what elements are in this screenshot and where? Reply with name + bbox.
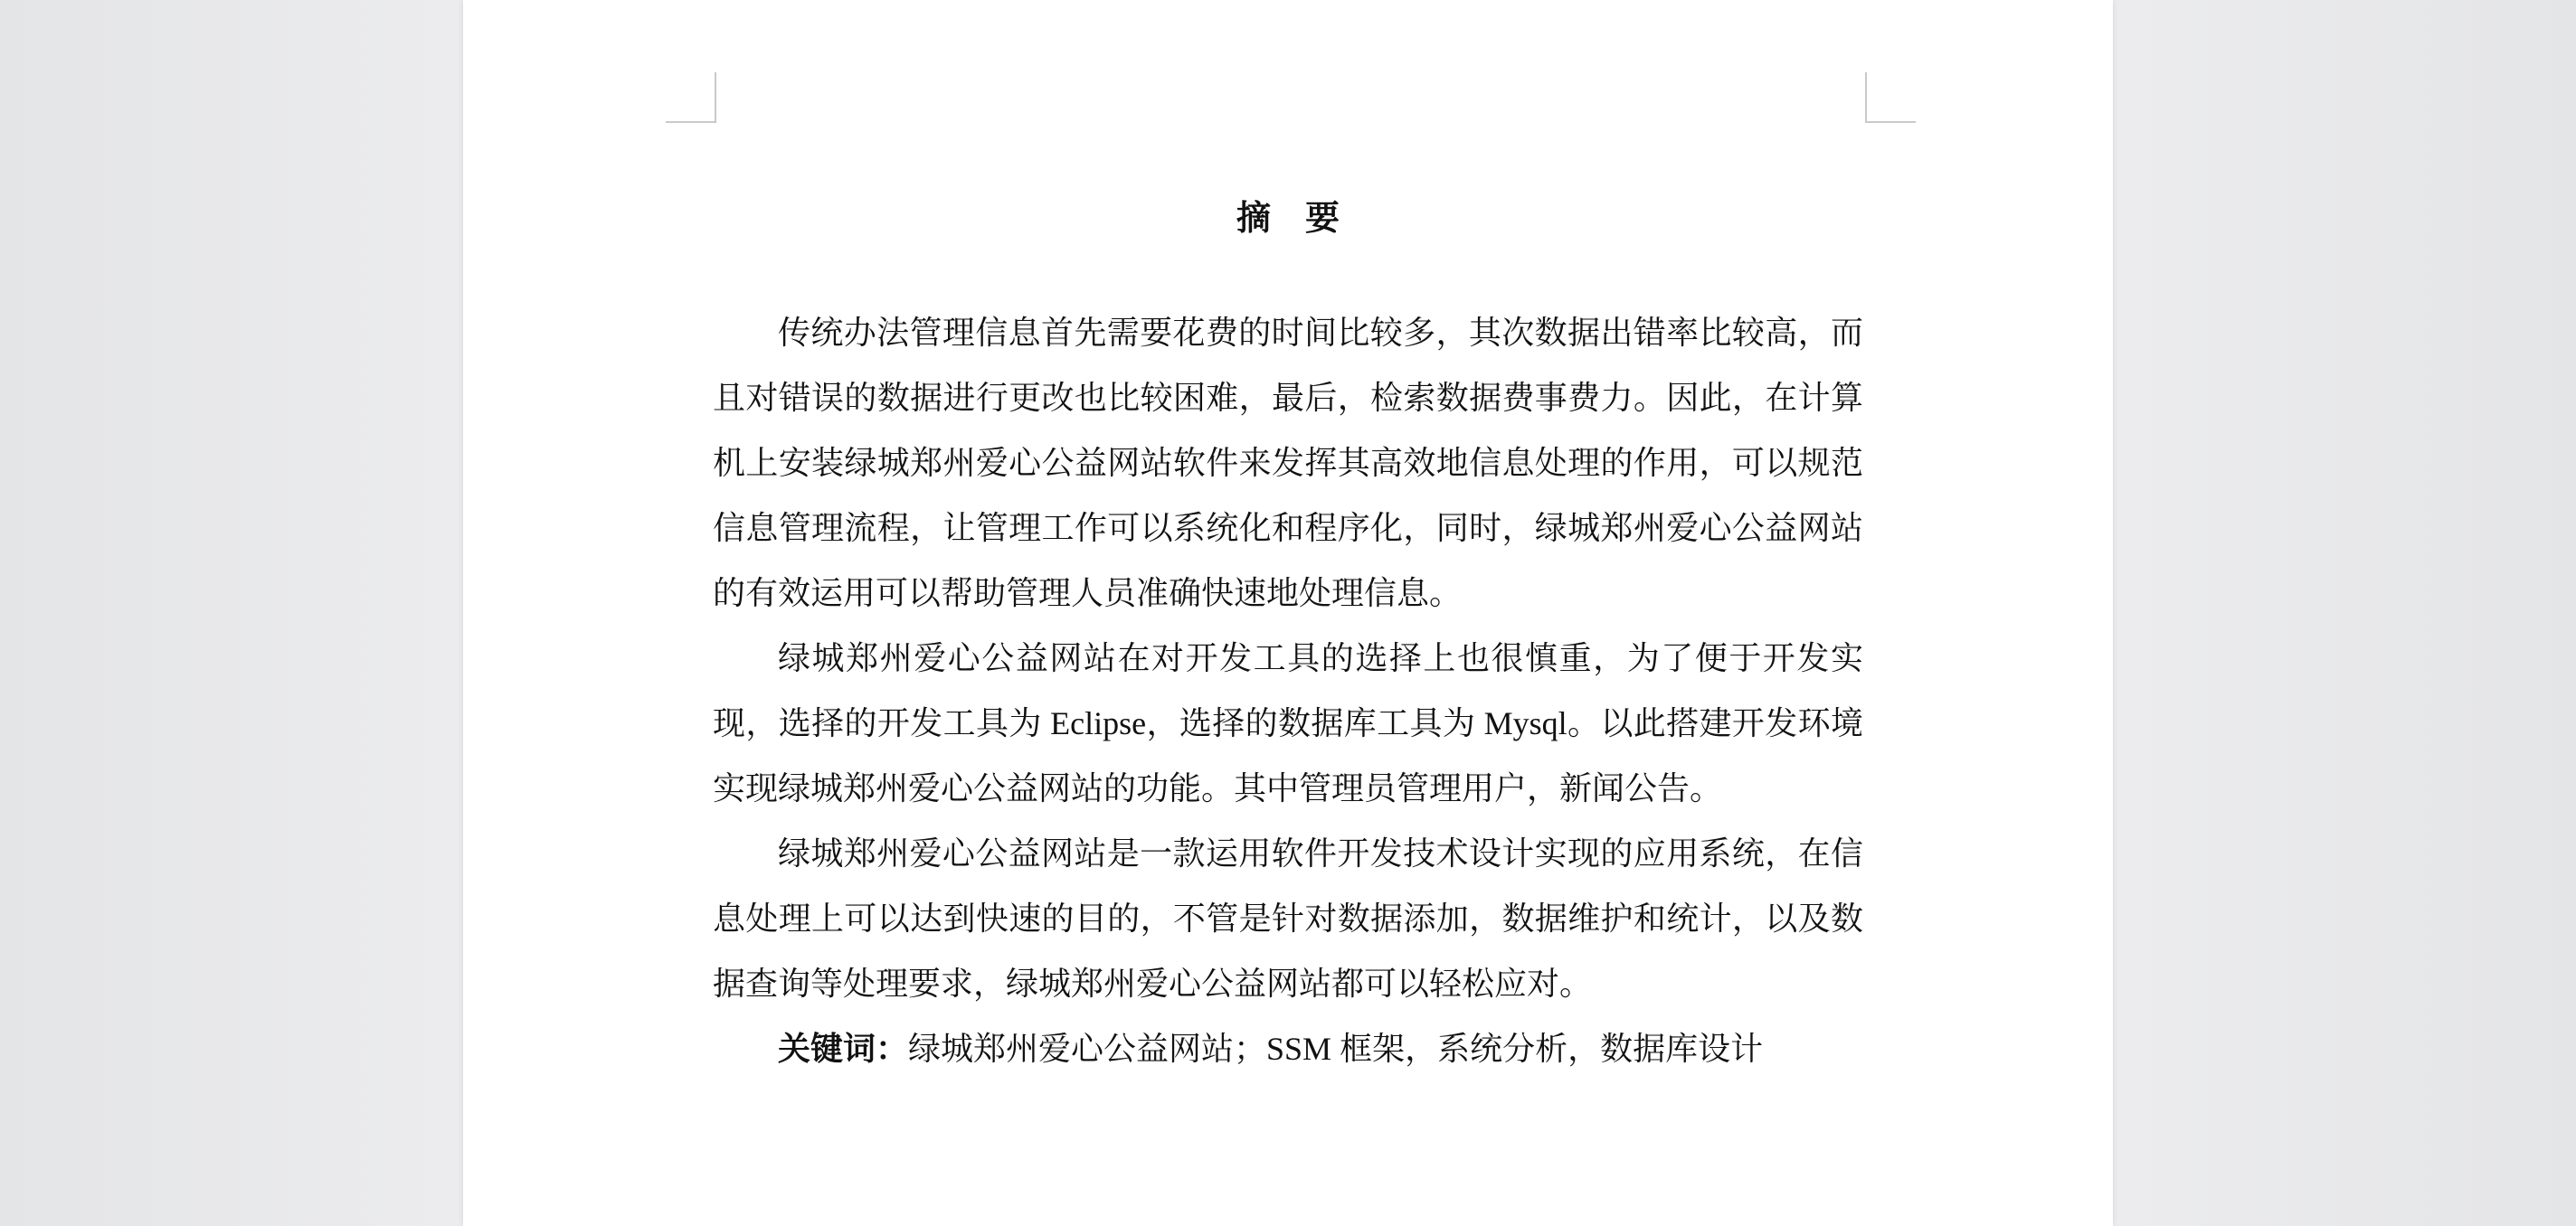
abstract-title: [713, 190, 1863, 240]
margin-corner-mark-top-left: [666, 72, 716, 123]
margin-corner-mark-top-right: [1865, 72, 1916, 123]
abstract-body[interactable]: [713, 300, 1863, 1081]
keywords-label: 关键词：: [778, 1031, 909, 1067]
abstract-paragraph-2[interactable]: 绿城郑州爱心公益网站在对开发工具的选择上也很慎重，为了便于开发实现，选择的开发工具为 Eclipse，选择的数据库工具为 Mysql。以此搭建开发环境实现绿城郑州爱心公益网站的功能。其中管理员管理用户，新闻公告。: [713, 640, 1863, 806]
abstract-title-char-2: 要: [1305, 197, 1340, 238]
abstract-paragraph-1[interactable]: 传统办法管理信息首先需要花费的时间比较多，其次数据出错率比较高，而且对错误的数据进行更改也比较困难，最后，检索数据费事费力。因此，在计算机上安装绿城郑州爱心公益网站软件来发挥其高效地信息处理的作用，可以规范信息管理流程，让管理工作可以系统化和程序化，同时，绿城郑州爱心公益网站的有效运用可以帮助管理人员准确快速地处理信息。: [713, 315, 1863, 611]
abstract-title-char-1: 摘: [1236, 197, 1271, 238]
document-page[interactable]: [463, 0, 2113, 1226]
keywords-line[interactable]: [713, 1016, 1863, 1081]
abstract-paragraph-3[interactable]: 绿城郑州爱心公益网站是一款运用软件开发技术设计实现的应用系统，在信息处理上可以达到快速的目的，不管是针对数据添加，数据维护和统计，以及数据查询等处理要求，绿城郑州爱心公益网站都可以轻松应对。: [713, 835, 1863, 1002]
keywords-text: 绿城郑州爱心公益网站；SSM 框架，系统分析，数据库设计: [908, 1031, 1764, 1067]
